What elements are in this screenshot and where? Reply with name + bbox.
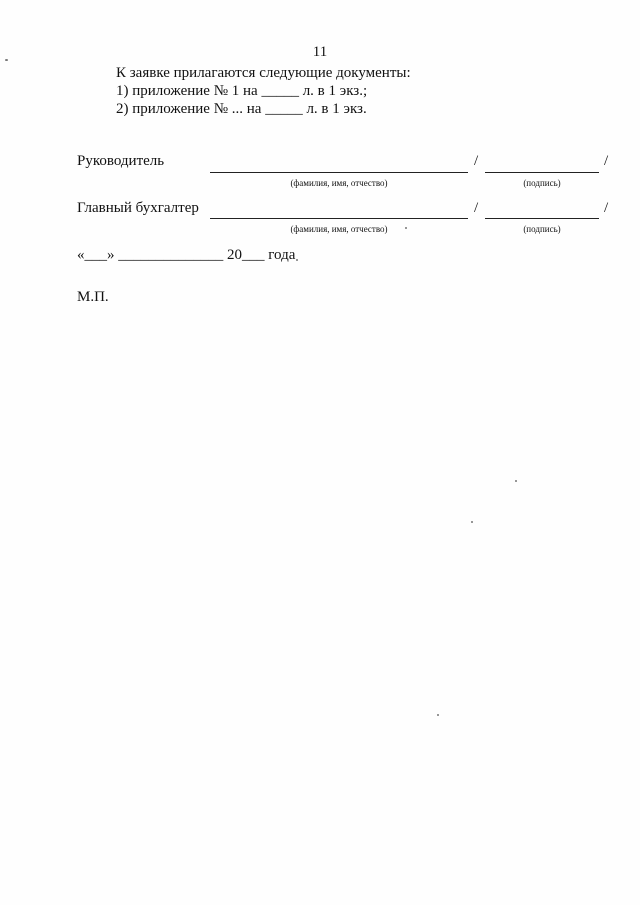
scan-speck: [5, 59, 8, 61]
accountant-label: Главный бухгалтер: [77, 200, 199, 216]
accountant-name-line: [210, 218, 468, 219]
director-signature-line: [485, 172, 599, 173]
accountant-signature-line: [485, 218, 599, 219]
accountant-name-hint: (фамилия, имя, отчество): [290, 224, 388, 234]
director-slash-right: /: [604, 153, 609, 169]
accountant-slash-left: /: [474, 200, 479, 216]
accountant-slash-right: /: [604, 200, 609, 216]
director-label: Руководитель: [77, 153, 165, 169]
director-name-hint: (фамилия, имя, отчество): [290, 178, 388, 188]
attachment-item-2: 2) приложение № ... на _____ л. в 1 экз.: [116, 101, 367, 117]
attachments-intro: К заявке прилагаются следующие документы:: [116, 65, 411, 81]
scan-speck: [437, 714, 439, 716]
scan-speck: [296, 259, 298, 261]
scan-speck: [405, 227, 407, 229]
director-signature-hint: (подпись): [523, 178, 561, 188]
director-slash-left: /: [474, 153, 479, 169]
page-number: 11: [312, 44, 328, 60]
attachment-item-1: 1) приложение № 1 на _____ л. в 1 экз.;: [116, 83, 368, 99]
scan-speck: [515, 480, 517, 482]
director-name-line: [210, 172, 468, 173]
accountant-signature-hint: (подпись): [523, 224, 561, 234]
scan-speck: [471, 521, 473, 523]
date-line: «___» ______________ 20___ года: [77, 247, 296, 263]
seal-placeholder: М.П.: [77, 289, 109, 305]
